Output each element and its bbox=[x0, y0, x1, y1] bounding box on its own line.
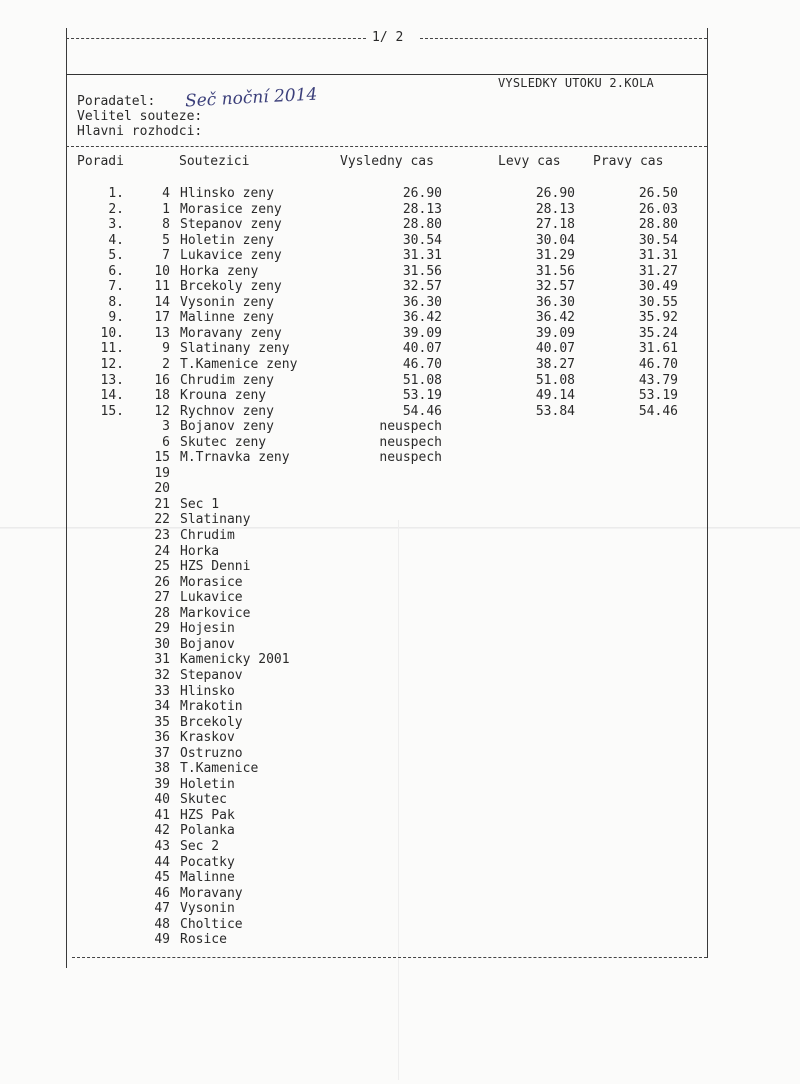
row-pravy-cas: 30.54 bbox=[638, 232, 678, 248]
row-start-number: 49 bbox=[154, 932, 170, 948]
row-start-number: 43 bbox=[154, 838, 170, 854]
table-row bbox=[0, 621, 800, 637]
row-team-name: Bojanov zeny bbox=[180, 419, 274, 435]
row-team-name: M.Trnavka zeny bbox=[180, 450, 290, 466]
row-team-name: HZS Denni bbox=[180, 559, 251, 575]
row-team-name: Slatinany bbox=[180, 512, 251, 528]
row-team-name: Pocatky bbox=[180, 854, 235, 870]
row-pravy-cas: 31.27 bbox=[638, 263, 678, 279]
table-row bbox=[0, 637, 800, 653]
results-table bbox=[0, 186, 800, 948]
row-team-name: Sec 1 bbox=[180, 496, 220, 512]
table-row bbox=[0, 450, 800, 466]
row-team-name: Hlinsko bbox=[180, 683, 235, 699]
row-levy-cas: 26.90 bbox=[535, 186, 575, 201]
table-row bbox=[0, 652, 800, 668]
header-poradi: Poradi bbox=[77, 154, 124, 169]
row-rank: 5. bbox=[108, 248, 124, 264]
row-start-number: 20 bbox=[154, 481, 170, 497]
table-row bbox=[0, 839, 800, 855]
row-team-name: Holetin bbox=[180, 776, 235, 792]
row-vysledny-cas: neuspech bbox=[379, 434, 442, 450]
table-row bbox=[0, 668, 800, 684]
table-row bbox=[0, 575, 800, 591]
header-solid-rule bbox=[66, 74, 707, 75]
row-team-name: Vysonin zeny bbox=[180, 294, 274, 310]
row-levy-cas: 28.13 bbox=[535, 201, 575, 217]
row-start-number: 3 bbox=[162, 419, 170, 435]
row-pravy-cas: 54.46 bbox=[638, 403, 678, 419]
row-levy-cas: 31.29 bbox=[535, 248, 575, 264]
table-row bbox=[0, 559, 800, 575]
row-start-number: 42 bbox=[154, 823, 170, 839]
row-team-name: Polanka bbox=[180, 823, 235, 839]
row-pravy-cas: 30.49 bbox=[638, 279, 678, 295]
table-row bbox=[0, 481, 800, 497]
table-row bbox=[0, 808, 800, 824]
table-row bbox=[0, 699, 800, 715]
row-rank: 3. bbox=[108, 217, 124, 233]
row-start-number: 36 bbox=[154, 730, 170, 746]
table-row bbox=[0, 388, 800, 404]
table-row bbox=[0, 310, 800, 326]
row-pravy-cas: 26.50 bbox=[638, 186, 678, 201]
top-dashed-rule-right bbox=[420, 38, 707, 39]
row-start-number: 9 bbox=[162, 341, 170, 357]
row-start-number: 48 bbox=[154, 916, 170, 932]
row-team-name: HZS Pak bbox=[180, 807, 235, 823]
row-vysledny-cas: 53.19 bbox=[402, 388, 442, 404]
row-levy-cas: 38.27 bbox=[535, 357, 575, 373]
row-start-number: 38 bbox=[154, 761, 170, 777]
row-start-number: 19 bbox=[154, 465, 170, 481]
row-pravy-cas: 53.19 bbox=[638, 388, 678, 404]
row-pravy-cas: 31.31 bbox=[638, 248, 678, 264]
row-start-number: 15 bbox=[154, 450, 170, 466]
row-team-name: Morasice bbox=[180, 574, 243, 590]
table-row bbox=[0, 279, 800, 295]
header-levy-cas: Levy cas bbox=[498, 154, 561, 169]
poradatel-handwritten-value: Seč noční 2014 bbox=[184, 84, 318, 112]
velitel-label: Velitel souteze: bbox=[77, 109, 203, 124]
table-row bbox=[0, 606, 800, 622]
row-rank: 8. bbox=[108, 294, 124, 310]
table-row bbox=[0, 419, 800, 435]
row-pravy-cas: 26.03 bbox=[638, 201, 678, 217]
table-row bbox=[0, 202, 800, 218]
row-start-number: 32 bbox=[154, 667, 170, 683]
row-start-number: 47 bbox=[154, 901, 170, 917]
row-vysledny-cas: 26.90 bbox=[402, 186, 442, 201]
table-row bbox=[0, 823, 800, 839]
row-start-number: 14 bbox=[154, 294, 170, 310]
table-row bbox=[0, 295, 800, 311]
row-levy-cas: 49.14 bbox=[535, 388, 575, 404]
row-team-name: Brcekoly bbox=[180, 714, 243, 730]
row-start-number: 44 bbox=[154, 854, 170, 870]
rozhodci-label: Hlavni rozhodci: bbox=[77, 124, 203, 139]
table-row bbox=[0, 528, 800, 544]
row-team-name: Stepanov bbox=[180, 667, 243, 683]
row-team-name: Kamenicky 2001 bbox=[180, 652, 290, 668]
row-start-number: 21 bbox=[154, 496, 170, 512]
row-team-name: Krouna zeny bbox=[180, 388, 267, 404]
table-row bbox=[0, 932, 800, 948]
row-rank: 2. bbox=[108, 201, 124, 217]
row-start-number: 2 bbox=[162, 357, 170, 373]
row-rank: 12. bbox=[100, 357, 124, 373]
row-vysledny-cas: 36.30 bbox=[402, 294, 442, 310]
row-vysledny-cas: 46.70 bbox=[402, 357, 442, 373]
table-row bbox=[0, 590, 800, 606]
table-row bbox=[0, 746, 800, 762]
row-pravy-cas: 28.80 bbox=[638, 217, 678, 233]
row-start-number: 7 bbox=[162, 248, 170, 264]
row-team-name: Horka zeny bbox=[180, 263, 259, 279]
table-row bbox=[0, 357, 800, 373]
row-pravy-cas: 31.61 bbox=[638, 341, 678, 357]
row-vysledny-cas: 31.56 bbox=[402, 263, 442, 279]
row-levy-cas: 51.08 bbox=[535, 372, 575, 388]
row-team-name: Lukavice zeny bbox=[180, 248, 282, 264]
row-team-name: Rychnov zeny bbox=[180, 403, 274, 419]
table-row bbox=[0, 777, 800, 793]
table-row bbox=[0, 855, 800, 871]
row-start-number: 24 bbox=[154, 543, 170, 559]
row-start-number: 13 bbox=[154, 325, 170, 341]
row-pravy-cas: 30.55 bbox=[638, 294, 678, 310]
row-team-name: Sec 2 bbox=[180, 838, 220, 854]
header-soutezici: Soutezici bbox=[179, 154, 250, 169]
row-team-name: Stepanov zeny bbox=[180, 217, 282, 233]
row-team-name: Moravany bbox=[180, 885, 243, 901]
row-levy-cas: 36.30 bbox=[535, 294, 575, 310]
table-row bbox=[0, 341, 800, 357]
row-start-number: 37 bbox=[154, 745, 170, 761]
row-start-number: 5 bbox=[162, 232, 170, 248]
table-row bbox=[0, 512, 800, 528]
row-levy-cas: 27.18 bbox=[535, 217, 575, 233]
row-rank: 14. bbox=[100, 388, 124, 404]
table-row bbox=[0, 217, 800, 233]
row-start-number: 30 bbox=[154, 636, 170, 652]
row-team-name: T.Kamenice zeny bbox=[180, 357, 298, 373]
header-pravy-cas: Pravy cas bbox=[593, 154, 664, 169]
row-team-name: Bojanov bbox=[180, 636, 235, 652]
results-title: VYSLEDKY UTOKU 2.KOLA bbox=[498, 76, 654, 90]
row-rank: 11. bbox=[100, 341, 124, 357]
row-team-name: Morasice zeny bbox=[180, 201, 282, 217]
row-team-name: Brcekoly zeny bbox=[180, 279, 282, 295]
table-row bbox=[0, 435, 800, 451]
row-start-number: 25 bbox=[154, 559, 170, 575]
row-team-name: Ostruzno bbox=[180, 745, 243, 761]
row-team-name: Holetin zeny bbox=[180, 232, 274, 248]
table-row bbox=[0, 901, 800, 917]
row-vysledny-cas: 51.08 bbox=[402, 372, 442, 388]
row-team-name: Malinne bbox=[180, 870, 235, 886]
row-vysledny-cas: 30.54 bbox=[402, 232, 442, 248]
row-team-name: Vysonin bbox=[180, 901, 235, 917]
row-start-number: 12 bbox=[154, 403, 170, 419]
row-start-number: 41 bbox=[154, 807, 170, 823]
row-start-number: 46 bbox=[154, 885, 170, 901]
row-team-name: Hlinsko zeny bbox=[180, 186, 274, 201]
row-team-name: Kraskov bbox=[180, 730, 235, 746]
table-row bbox=[0, 730, 800, 746]
row-vysledny-cas: 36.42 bbox=[402, 310, 442, 326]
table-row bbox=[0, 792, 800, 808]
row-team-name: Chrudim bbox=[180, 528, 235, 544]
bottom-dashed-rule bbox=[72, 957, 707, 958]
row-start-number: 22 bbox=[154, 512, 170, 528]
row-vysledny-cas: 31.31 bbox=[402, 248, 442, 264]
table-row bbox=[0, 373, 800, 389]
row-vysledny-cas: neuspech bbox=[379, 419, 442, 435]
poradatel-label: Poradatel: bbox=[77, 94, 156, 109]
row-vysledny-cas: 28.80 bbox=[402, 217, 442, 233]
table-row bbox=[0, 326, 800, 342]
row-rank: 4. bbox=[108, 232, 124, 248]
row-levy-cas: 39.09 bbox=[535, 325, 575, 341]
table-row bbox=[0, 186, 800, 202]
row-start-number: 8 bbox=[162, 217, 170, 233]
table-row bbox=[0, 264, 800, 280]
page-number: 1/ 2 bbox=[372, 30, 404, 45]
row-team-name: Lukavice bbox=[180, 590, 243, 606]
row-start-number: 1 bbox=[162, 201, 170, 217]
row-start-number: 29 bbox=[154, 621, 170, 637]
table-row bbox=[0, 715, 800, 731]
table-row bbox=[0, 684, 800, 700]
row-team-name: Choltice bbox=[180, 916, 243, 932]
row-levy-cas: 40.07 bbox=[535, 341, 575, 357]
row-team-name: Hojesin bbox=[180, 621, 235, 637]
row-start-number: 10 bbox=[154, 263, 170, 279]
row-start-number: 4 bbox=[162, 186, 170, 201]
table-row bbox=[0, 233, 800, 249]
row-start-number: 39 bbox=[154, 776, 170, 792]
row-vysledny-cas: 40.07 bbox=[402, 341, 442, 357]
table-row bbox=[0, 404, 800, 420]
row-start-number: 40 bbox=[154, 792, 170, 808]
row-start-number: 34 bbox=[154, 699, 170, 715]
row-vysledny-cas: 28.13 bbox=[402, 201, 442, 217]
table-row bbox=[0, 466, 800, 482]
row-pravy-cas: 35.24 bbox=[638, 325, 678, 341]
table-row bbox=[0, 761, 800, 777]
header-vysledny-cas: Vysledny cas bbox=[340, 154, 434, 169]
row-levy-cas: 53.84 bbox=[535, 403, 575, 419]
table-row bbox=[0, 886, 800, 902]
table-row bbox=[0, 870, 800, 886]
table-row bbox=[0, 544, 800, 560]
row-start-number: 27 bbox=[154, 590, 170, 606]
row-team-name: Rosice bbox=[180, 932, 227, 948]
row-team-name: Markovice bbox=[180, 605, 251, 621]
row-pravy-cas: 46.70 bbox=[638, 357, 678, 373]
table-row bbox=[0, 497, 800, 513]
row-team-name: Mrakotin bbox=[180, 699, 243, 715]
table-row bbox=[0, 248, 800, 264]
row-levy-cas: 36.42 bbox=[535, 310, 575, 326]
row-levy-cas: 31.56 bbox=[535, 263, 575, 279]
row-team-name: Malinne zeny bbox=[180, 310, 274, 326]
row-start-number: 33 bbox=[154, 683, 170, 699]
row-start-number: 23 bbox=[154, 528, 170, 544]
row-team-name: Skutec zeny bbox=[180, 434, 267, 450]
row-start-number: 26 bbox=[154, 574, 170, 590]
row-start-number: 6 bbox=[162, 434, 170, 450]
row-start-number: 35 bbox=[154, 714, 170, 730]
row-rank: 1. bbox=[108, 186, 124, 201]
row-start-number: 18 bbox=[154, 388, 170, 404]
row-start-number: 28 bbox=[154, 605, 170, 621]
top-dashed-rule-left bbox=[66, 38, 366, 39]
row-rank: 13. bbox=[100, 372, 124, 388]
row-start-number: 45 bbox=[154, 870, 170, 886]
row-team-name: T.Kamenice bbox=[180, 761, 259, 777]
row-vysledny-cas: 39.09 bbox=[402, 325, 442, 341]
row-team-name: Horka bbox=[180, 543, 220, 559]
row-rank: 15. bbox=[100, 403, 124, 419]
row-vysledny-cas: 54.46 bbox=[402, 403, 442, 419]
row-start-number: 16 bbox=[154, 372, 170, 388]
row-rank: 7. bbox=[108, 279, 124, 295]
row-team-name: Slatinany zeny bbox=[180, 341, 290, 357]
row-levy-cas: 30.04 bbox=[535, 232, 575, 248]
row-start-number: 11 bbox=[154, 279, 170, 295]
row-vysledny-cas: 32.57 bbox=[402, 279, 442, 295]
row-team-name: Skutec bbox=[180, 792, 227, 808]
row-start-number: 31 bbox=[154, 652, 170, 668]
row-start-number: 17 bbox=[154, 310, 170, 326]
table-row bbox=[0, 917, 800, 933]
row-team-name: Moravany zeny bbox=[180, 325, 282, 341]
meta-dashed-rule bbox=[66, 146, 707, 147]
row-rank: 9. bbox=[108, 310, 124, 326]
row-pravy-cas: 43.79 bbox=[638, 372, 678, 388]
row-rank: 10. bbox=[100, 325, 124, 341]
row-rank: 6. bbox=[108, 263, 124, 279]
row-pravy-cas: 35.92 bbox=[638, 310, 678, 326]
row-levy-cas: 32.57 bbox=[535, 279, 575, 295]
row-team-name: Chrudim zeny bbox=[180, 372, 274, 388]
row-vysledny-cas: neuspech bbox=[379, 450, 442, 466]
